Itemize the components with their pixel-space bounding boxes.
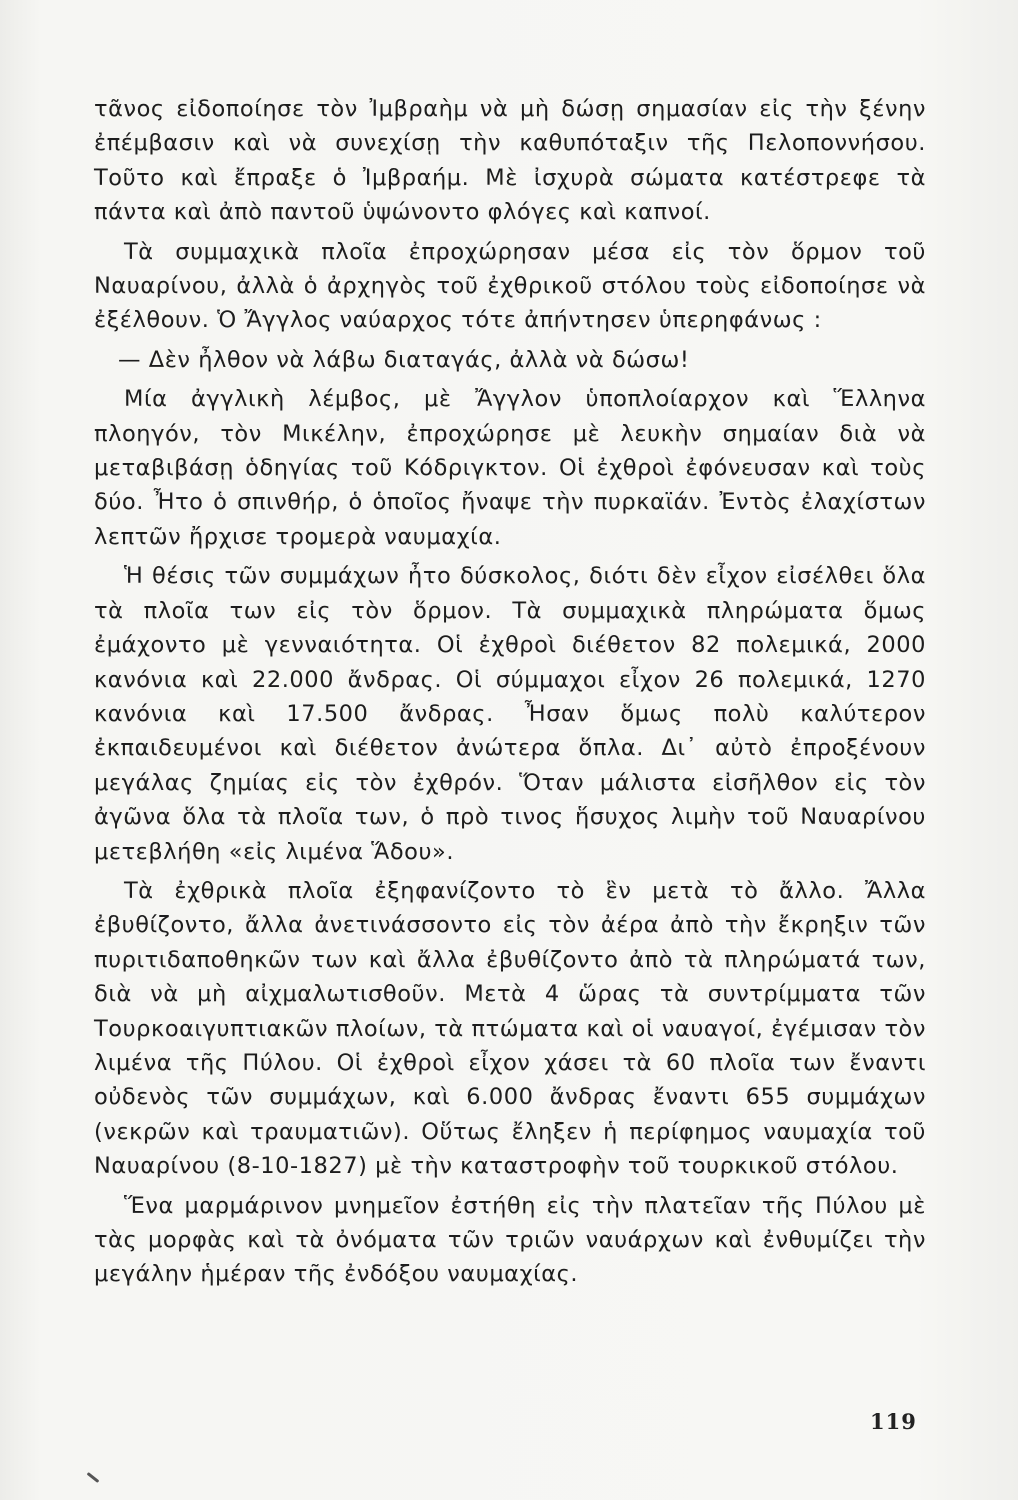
paragraph-1: τᾶνος εἰδοποίησε τὸν Ἰμβραὴμ νὰ μὴ δώσῃ σημασίαν εἰς τὴν ξένην ἐπέμβασιν καὶ νὰ συνεχίσῃ τὴν καθυπόταξιν τῆς Πελοποννήσου. Τοῦτο καὶ ἔπραξε ὁ Ἰμβραήμ. Μὲ ἰσχυρὰ σώματα κατέστρεφε τὰ πάντα καὶ ἀπὸ παντοῦ ὑψώνοντο φλόγες καὶ καπνοί. <box>94 96 926 226</box>
page-number: 119 <box>870 1409 917 1434</box>
paragraph-2: Τὰ συμμαχικὰ πλοῖα ἐπροχώρησαν μέσα εἰς τὸν ὅρμον τοῦ Ναυαρίνου, ἀλλὰ ὁ ἀρχηγὸς τοῦ ἐχθρικοῦ στόλου τοὺς εἰδοποίησε νὰ ἐξέλθουν. Ὁ Ἄγγλος ναύαρχος τότε ἀπήντησεν ὑπερηφάνως : <box>94 238 926 334</box>
ink-speck <box>87 1472 100 1483</box>
dialogue-line: — Δὲν ἦλθον νὰ λάβω διαταγάς, ἀλλὰ νὰ δώσω! <box>118 346 690 373</box>
paragraph-6: Ἕνα μαρμάρινον μνημεῖον ἐστήθη εἰς τὴν πλατεῖαν τῆς Πύλου μὲ τὰς μορφὰς καὶ τὰ ὀνόματα τῶν τριῶν ναυάρχων καὶ ἐνθυμίζει τὴν μεγάλην ἡμέραν τῆς ἐνδόξου ναυμαχίας. <box>94 1192 926 1288</box>
body-text <box>94 92 926 1297</box>
paragraph-3: Μία ἀγγλικὴ λέμβος, μὲ Ἄγγλον ὑποπλοίαρχον καὶ Ἕλληνα πλοηγόν, τὸν Μικέλην, ἐπροχώρησε μὲ λευκὴν σημαίαν διὰ νὰ μεταβιβάσῃ ὁδηγίας τοῦ Κόδριγκτον. Οἱ ἐχθροὶ ἐφόνευσαν καὶ τοὺς δύο. Ἦτο ὁ σπινθήρ, ὁ ὁποῖος ἤναψε τὴν πυρκαϊάν. Ἐντὸς ἐλαχίστων λεπτῶν ἤρχισε τρομερὰ ναυμαχία. <box>94 386 926 550</box>
paragraph-4: Ἡ θέσις τῶν συμμάχων ἦτο δύσκολος, διότι δὲν εἶχον εἰσέλθει ὅλα τὰ πλοῖα των εἰς τὸν ὅρμον. Τὰ συμμαχικὰ πληρώματα ὅμως ἐμάχοντο μὲ γενναιότητα. Οἱ ἐχθροὶ διέθετον 82 πολεμικά, 2000 κανόνια καὶ 22.000 ἄνδρας. Οἱ σύμμαχοι εἶχον 26 πολεμικά, 1270 κανόνια καὶ 17.500 ἄνδρας. Ἦσαν ὅμως πολὺ καλύτερον ἐκπαιδευμένοι καὶ διέθετον ἀνώτερα ὅπλα. Δι᾿ αὐτὸ ἐπροξένουν μεγάλας ζημίας εἰς τὸν ἐχθρόν. Ὅταν μάλιστα εἰσῆλθον εἰς τὸν ἀγῶνα ὅλα τὰ πλοῖα των, ὁ πρὸ τινος ἥσυχος λιμὴν τοῦ Ναυαρίνου μετεβλήθη «εἰς λιμένα Ἅδου». <box>94 563 926 865</box>
paragraph-5: Τὰ ἐχθρικὰ πλοῖα ἐξηφανίζοντο τὸ ἓν μετὰ τὸ ἄλλο. Ἄλλα ἐβυθίζοντο, ἄλλα ἀνετινάσσοντο εἰς τὸν ἀέρα ἀπὸ τὴν ἔκρηξιν τῶν πυριτιδαποθηκῶν των καὶ ἄλλα ἐβυθίζοντο ἀπὸ τὰ πληρώματά των, διὰ νὰ μὴ αἰχμαλωτισθοῦν. Μετὰ 4 ὥρας τὰ συντρίμματα τῶν Τουρκοαιγυπτιακῶν πλοίων, τὰ πτώματα καὶ οἱ ναυαγοί, ἐγέμισαν τὸν λιμένα τῆς Πύλου. Οἱ ἐχθροὶ εἶχον χάσει τὰ 60 πλοῖα των ἔναντι οὐδενὸς τῶν συμμάχων, καὶ 6.000 ἄνδρας ἔναντι 655 συμμάχων (νεκρῶν καὶ τραυματιῶν). Οὕτως ἔληξεν ἡ περίφημος ναυμαχία τοῦ Ναυαρίνου (8-10-1827) μὲ τὴν καταστροφὴν τοῦ τουρκικοῦ στόλου. <box>94 877 926 1180</box>
